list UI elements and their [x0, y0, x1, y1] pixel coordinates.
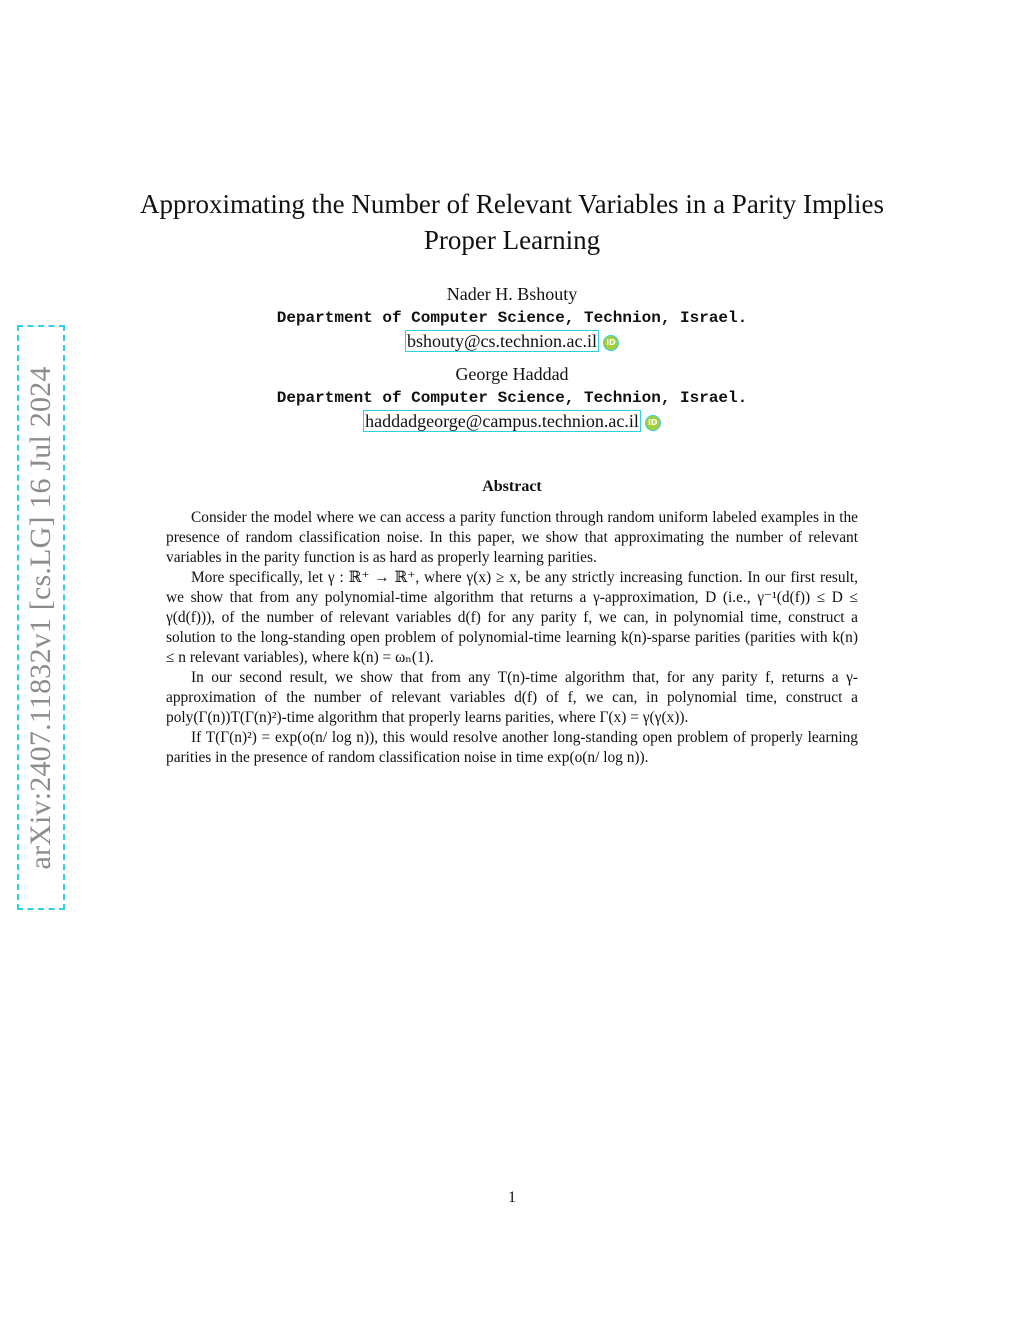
- abstract-paragraph: If T(Γ(n)²) = exp(o(n/ log n)), this would resolve another long-standing open problem of properly learning parities in the presence of random classification noise in time exp(o(n/ log n)).: [166, 729, 858, 766]
- author-email-link[interactable]: haddadgeorge@campus.technion.ac.il: [365, 411, 639, 431]
- abstract-paragraph: More specifically, let γ : ℝ⁺ → ℝ⁺, where γ(x) ≥ x, be any strictly increasing function. In our first result, we show that from any polynomial-time algorithm that returns a γ-approximation, D (i.e., γ⁻¹(d(f)) ≤ D ≤ γ(d(f))), of the number of relevant variables d(f) for any parity f, we can, in polynomial time, construct a solution to the long-standing open problem of polynomial-time learning k(n)-sparse parities (parities with k(n) ≤ n relevant variables), where k(n) = ωₙ(1).: [166, 569, 858, 666]
- author-block-2: [150, 362, 874, 434]
- author-name: Nader H. Bshouty: [446, 284, 578, 304]
- author-name: George Haddad: [455, 364, 569, 384]
- arxiv-identifier-text: arXiv:2407.11832v1 [cs.LG] 16 Jul 2024: [24, 365, 57, 870]
- orcid-icon[interactable]: iD: [603, 335, 619, 351]
- author-affiliation: Department of Computer Science, Technion, Israel.: [276, 309, 748, 327]
- author-affiliation: Department of Computer Science, Technion, Israel.: [276, 389, 748, 407]
- abstract-paragraph: Consider the model where we can access a parity function through random uniform labeled examples in the presence of random classification noise. In this paper, we show that approximating the number of relevant variables in the parity function is as hard as properly learning parities.: [166, 509, 858, 566]
- page-number: 1: [508, 1189, 516, 1206]
- arxiv-identifier-stamp[interactable]: [17, 325, 65, 910]
- abstract-body: [166, 508, 858, 768]
- orcid-icon[interactable]: iD: [645, 415, 661, 431]
- abstract-heading: Abstract: [482, 478, 542, 495]
- paper-title: Approximating the Number of Relevant Variables in a Parity Implies Proper Learning: [139, 189, 885, 255]
- abstract-paragraph: In our second result, we show that from any T(n)-time algorithm that, for any parity f, returns a γ-approximation of the number of relevant variables d(f) of f, we can, in polynomial time, construct a poly(Γ(n))T(Γ(n)²)-time algorithm that properly learns parities, where Γ(x) = γ(γ(x)).: [166, 669, 858, 726]
- author-block-1: [150, 282, 874, 354]
- author-email-link[interactable]: bshouty@cs.technion.ac.il: [406, 331, 598, 351]
